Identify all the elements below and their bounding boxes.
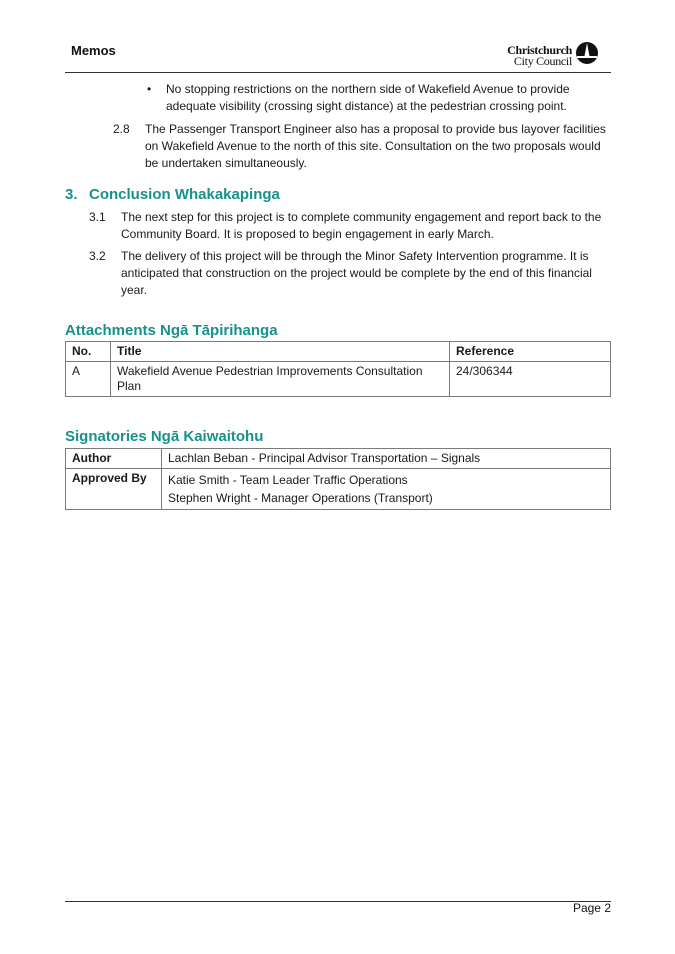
paragraph-text: The delivery of this project will be through the Minor Safety Intervention programme. It is anticipated that construction on the project would be complete by the end of this financial year. — [121, 249, 592, 297]
attachments-table — [65, 341, 611, 397]
attachment-no: A — [66, 362, 111, 397]
header-divider — [65, 72, 611, 73]
paragraph-2-8 — [65, 121, 611, 172]
attachment-title: Wakefield Avenue Pedestrian Improvements Consultation Plan — [111, 362, 450, 397]
bullet-item — [65, 81, 611, 115]
signatories-heading: Signatories Ngā Kaiwaitohu — [65, 428, 264, 445]
signatory-name: Lachlan Beban - Principal Advisor Transportation – Signals — [168, 451, 481, 465]
header-title: Memos — [71, 43, 116, 58]
paragraph-number: 2.8 — [113, 122, 130, 136]
signatory-name: Katie Smith - Team Leader Traffic Operations — [168, 473, 408, 487]
paragraph-text: The next step for this project is to complete community engagement and report back to the Community Board. It is proposed to begin engagement in early March. — [121, 210, 602, 241]
document-body — [65, 80, 611, 510]
column-header-no: No. — [66, 342, 111, 362]
table-header-row — [66, 342, 611, 362]
attachment-reference: 24/306344 — [450, 362, 611, 397]
logo-line-1: Christchurch — [507, 42, 572, 57]
logo-line-2: City Council — [513, 53, 572, 68]
signatory-value-approved-by — [162, 469, 611, 510]
section-title: Conclusion Whakakapinga — [89, 186, 280, 203]
bullet-marker: • — [147, 82, 152, 96]
paragraph-number: 3.2 — [89, 249, 106, 263]
table-row — [66, 449, 611, 469]
paragraph-number: 3.1 — [89, 210, 106, 224]
column-header-reference: Reference — [450, 342, 611, 362]
signatory-label-approved-by: Approved By — [66, 469, 162, 510]
footer-divider — [65, 901, 611, 902]
paragraph-3-2 — [65, 248, 611, 299]
page-number: Page 2 — [572, 901, 611, 915]
section-number: 3. — [65, 186, 78, 203]
page-header — [65, 40, 611, 72]
attachments-heading: Attachments Ngā Tāpirihanga — [65, 322, 278, 339]
section-3-heading — [65, 186, 611, 204]
logo-text — [507, 42, 572, 68]
paragraph-text: The Passenger Transport Engineer also has a proposal to provide bus layover facilities on Wakefield Avenue to the north of this site. Consultation on the two proposals would be undertaken simultaneously. — [145, 122, 606, 170]
signatory-name: Stephen Wright - Manager Operations (Transport) — [168, 491, 433, 505]
signatory-value-author — [162, 449, 611, 469]
column-header-title: Title — [111, 342, 450, 362]
council-logo — [507, 41, 599, 70]
signatory-label-author: Author — [66, 449, 162, 469]
bullet-text: No stopping restrictions on the northern side of Wakefield Avenue to provide adequate visibility (crossing sight distance) at the pedestrian crossing point. — [166, 82, 570, 113]
cathedral-spire-icon — [575, 41, 599, 70]
paragraph-3-1 — [65, 209, 611, 243]
table-row — [66, 469, 611, 510]
signatories-table — [65, 448, 611, 510]
table-row — [66, 362, 611, 397]
